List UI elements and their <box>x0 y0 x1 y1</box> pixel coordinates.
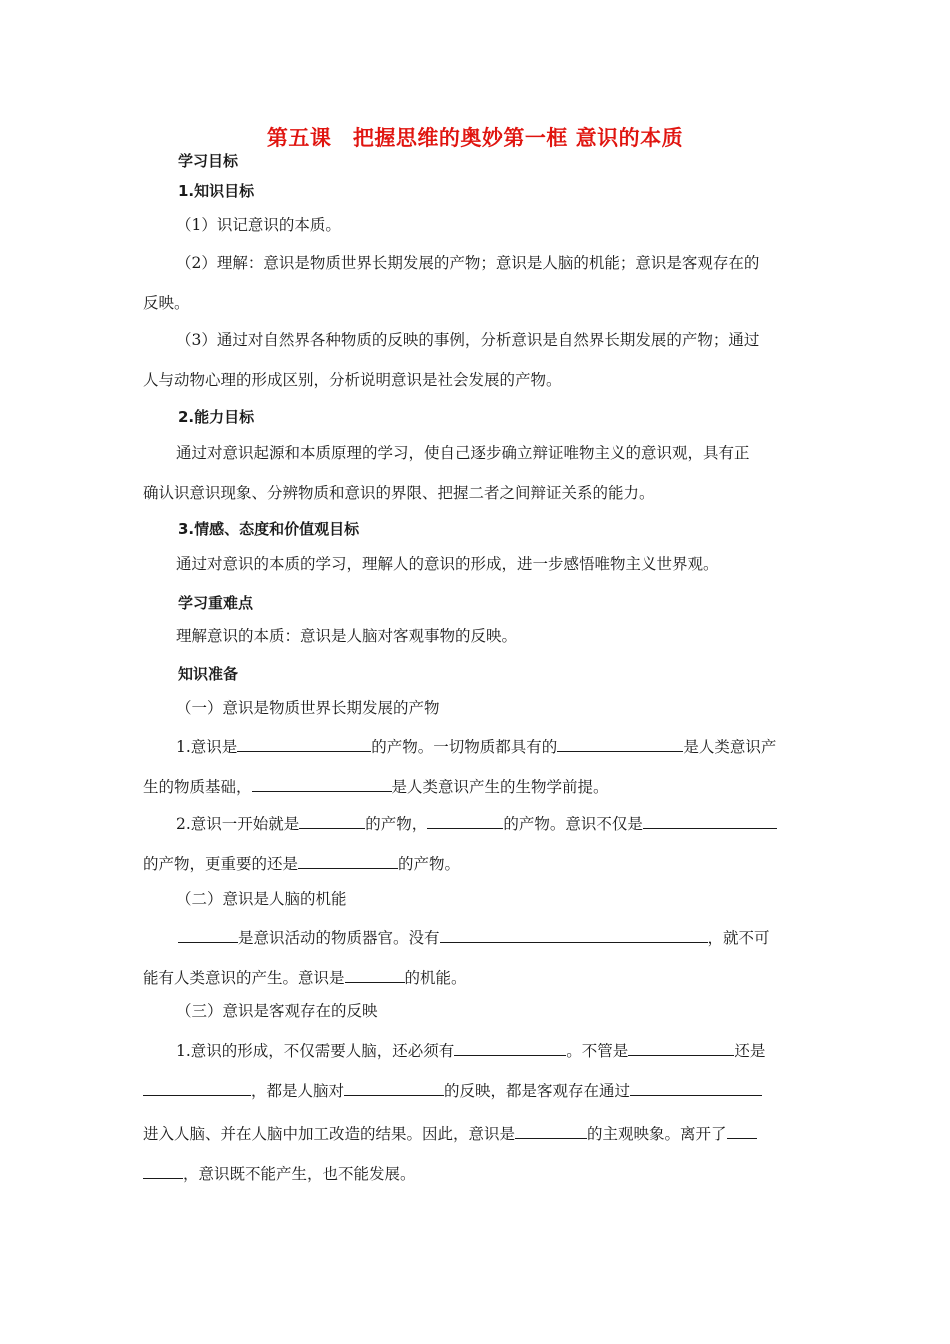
paragraph: （1）识记意识的本质。 <box>176 216 341 234</box>
blank-field[interactable] <box>237 734 371 752</box>
text-segment: 的产物。一切物质都具有的 <box>371 738 558 756</box>
text-segment: 是人类意识产 <box>683 738 777 756</box>
fill-line <box>178 925 770 949</box>
blank-field[interactable] <box>630 1078 762 1096</box>
text-segment: 生的物质基础， <box>143 778 252 796</box>
blank-field[interactable] <box>427 811 503 829</box>
text-segment: 的产物。 <box>398 855 461 873</box>
text-segment: 的机能。 <box>404 969 467 987</box>
subsection-heading: （一）意识是物质世界长期发展的产物 <box>176 699 440 717</box>
text-segment: 的产物。意识不仅是 <box>503 815 643 833</box>
fill-line <box>143 1121 757 1145</box>
fill-line <box>176 811 777 835</box>
subsection-heading: （二）意识是人脑的机能 <box>176 890 347 908</box>
text-segment: ，都是人脑对 <box>251 1082 345 1100</box>
blank-field[interactable] <box>344 1078 444 1096</box>
text-segment: 是人类意识产生的生物学前提。 <box>391 778 609 796</box>
text-segment: 1.意识是 <box>176 738 238 756</box>
text-segment: ，意识既不能产生，也不能发展。 <box>183 1165 416 1183</box>
subsection-heading: （三）意识是客观存在的反映 <box>176 1002 378 1020</box>
blank-field[interactable] <box>515 1121 587 1139</box>
paragraph: 理解意识的本质：意识是人脑对客观事物的反映。 <box>176 627 518 645</box>
heading-learning-goals: 学习目标 <box>178 152 239 170</box>
blank-field[interactable] <box>557 734 683 752</box>
fill-line <box>143 774 609 798</box>
text-segment: 的产物，更重要的还是 <box>143 855 299 873</box>
paragraph: （3）通过对自然界各种物质的反映的事例，分析意识是自然界长期发展的产物；通过 <box>176 331 760 349</box>
text-segment: 。不管是 <box>566 1042 629 1060</box>
fill-line <box>143 851 460 875</box>
fill-line <box>143 965 467 989</box>
text-segment: 进入人脑、并在人脑中加工改造的结果。因此，意识是 <box>143 1125 516 1143</box>
text-segment: 的反映，都是客观存在通过 <box>444 1082 631 1100</box>
fill-line <box>143 1161 416 1185</box>
blank-field[interactable] <box>454 1038 566 1056</box>
fill-line <box>176 734 776 758</box>
paragraph: 人与动物心理的形成区别，分析说明意识是社会发展的产物。 <box>143 371 562 389</box>
heading-key-points: 学习重难点 <box>178 594 254 612</box>
blank-field[interactable] <box>298 851 398 869</box>
text-segment: 1.意识的形成，不仅需要人脑，还必须有 <box>176 1042 455 1060</box>
paragraph: 通过对意识的本质的学习，理解人的意识的形成，进一步感悟唯物主义世界观。 <box>176 555 719 573</box>
paragraph: 通过对意识起源和本质原理的学习，使自己逐步确立辩证唯物主义的意识观，具有正 <box>176 444 750 462</box>
text-segment: 2.意识一开始就是 <box>176 815 300 833</box>
blank-field[interactable] <box>643 811 777 829</box>
fill-line <box>176 1038 765 1062</box>
paragraph: 确认识意识现象、分辨物质和意识的界限、把握二者之间辩证关系的能力。 <box>143 484 655 502</box>
heading-emotion-goals: 3.情感、态度和价值观目标 <box>178 520 360 538</box>
text-segment: 能有人类意识的产生。意识是 <box>143 969 345 987</box>
text-segment: ，就不可 <box>707 929 770 947</box>
heading-knowledge-prep: 知识准备 <box>178 665 239 683</box>
blank-field[interactable] <box>299 811 365 829</box>
blank-field[interactable] <box>440 925 708 943</box>
blank-field[interactable] <box>252 774 392 792</box>
blank-field[interactable] <box>345 965 405 983</box>
text-segment: 是意识活动的物质器官。没有 <box>238 929 440 947</box>
blank-field[interactable] <box>727 1121 757 1139</box>
heading-knowledge-goals: 1.知识目标 <box>178 182 255 200</box>
blank-field[interactable] <box>628 1038 734 1056</box>
text-segment: 的主观映象。离开了 <box>587 1125 727 1143</box>
text-segment: 还是 <box>734 1042 766 1060</box>
document-title: 第五课 把握思维的奥妙第一框 意识的本质 <box>266 126 684 150</box>
heading-ability-goals: 2.能力目标 <box>178 408 255 426</box>
paragraph: （2）理解：意识是物质世界长期发展的产物；意识是人脑的机能；意识是客观存在的 <box>176 254 760 272</box>
paragraph: 反映。 <box>143 294 190 312</box>
fill-line <box>143 1078 762 1102</box>
text-segment: 的产物， <box>365 815 428 833</box>
blank-field[interactable] <box>143 1078 251 1096</box>
blank-field[interactable] <box>178 925 238 943</box>
blank-field[interactable] <box>143 1161 183 1179</box>
